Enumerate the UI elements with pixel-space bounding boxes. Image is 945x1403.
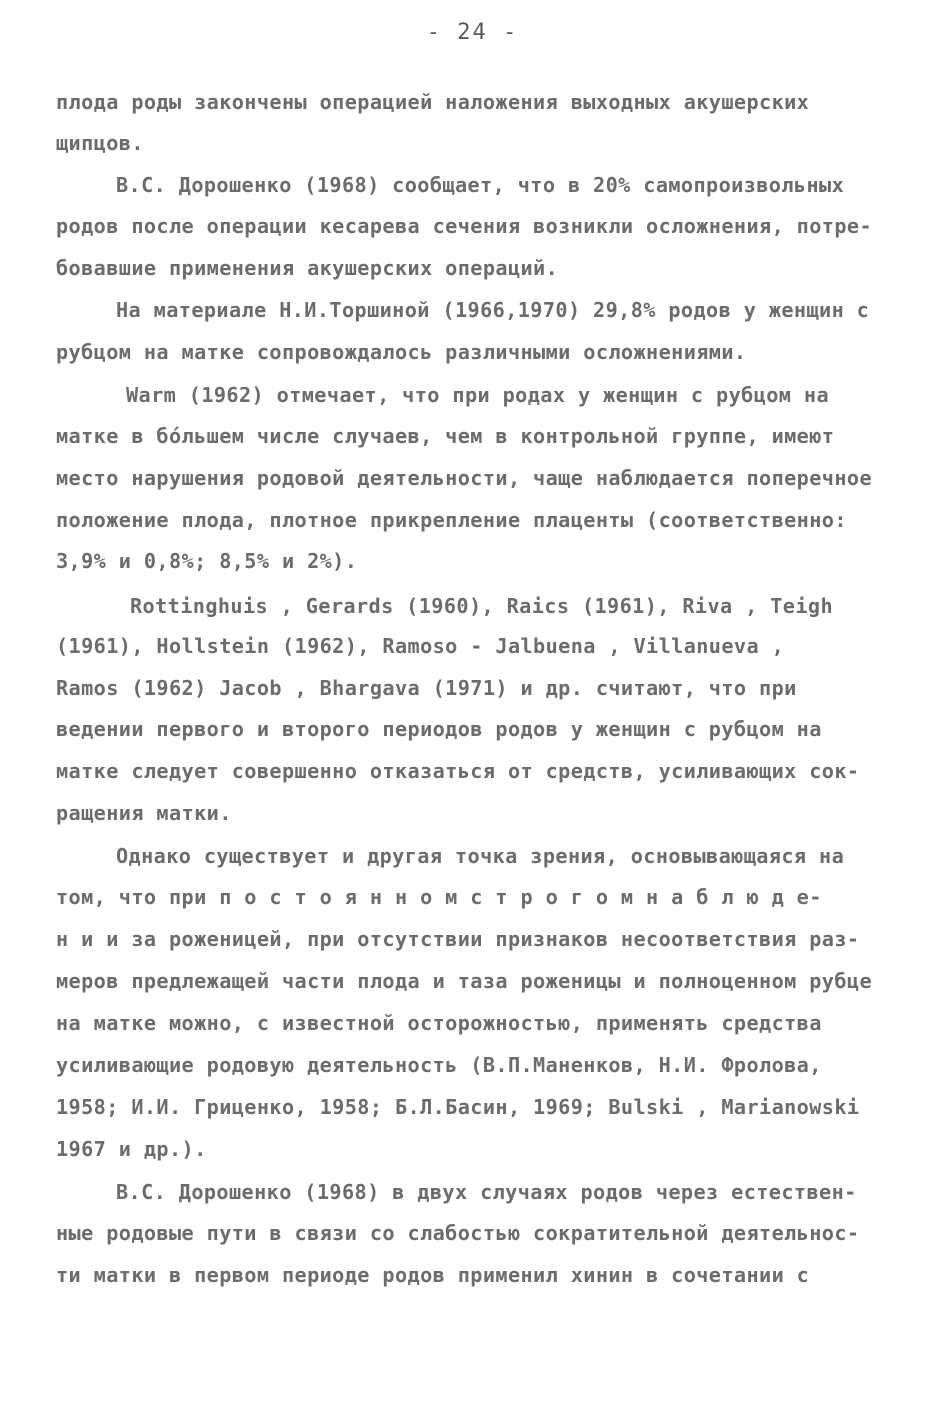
text-line: н и и за роженицей, при отсутствии признаков несоответствия раз-	[56, 927, 860, 951]
text-line: ведении первого и второго периодов родов у женщин с рубцом на	[56, 717, 822, 741]
text-line: матке следует совершенно отказаться от средств, усиливающих сок-	[56, 759, 860, 783]
text-line: В.С. Дорошенко (1968) сообщает, что в 20% самопроизвольных	[116, 173, 845, 197]
text-line: плода роды закончены операцией наложения выходных акушерских	[56, 90, 810, 114]
text-line: На материале Н.И.Торшиной (1966,1970) 29,8% родов у женщин с	[116, 298, 870, 322]
text-line: усиливающие родовую деятельность (В.П.Маненков, Н.И. Фролова,	[56, 1053, 822, 1077]
text-line: Ramos (1962) Jacob , Bhargava (1971) и др. считают, что при	[56, 676, 797, 700]
page-number: - 24 -	[426, 20, 519, 45]
text-line: Rottinghuis , Gerards (1960), Raics (1961), Riva , Teigh	[130, 594, 834, 618]
text-line: меров предлежащей части плода и таза роженицы и полноценном рубце	[56, 969, 873, 993]
text-line: Warm (1962) отмечает, что при родах у женщин с рубцом на	[126, 383, 830, 407]
text-line: 1958; И.И. Гриценко, 1958; Б.Л.Басин, 1969; Bulski , Marianowski	[56, 1095, 860, 1119]
text-line: 3,9% и 0,8%; 8,5% и 2%).	[56, 549, 358, 573]
text-line: бовавшие применения акушерских операций.	[56, 256, 559, 280]
text-line: (1961), Hollstein (1962), Ramoso - Jalbuena , Villanueva ,	[56, 634, 785, 658]
text-line: ращения матки.	[56, 801, 232, 825]
text-line: Однако существует и другая точка зрения, основывающаяся на	[116, 844, 845, 868]
text-line: матке в бо́льшем числе случаев, чем в контрольной группе, имеют	[56, 424, 835, 448]
text-line: 1967 и др.).	[56, 1137, 207, 1161]
text-line: ти матки в первом периоде родов применил хинин в сочетании с	[56, 1263, 810, 1287]
text-line: В.С. Дорошенко (1968) в двух случаях родов через естествен-	[116, 1180, 857, 1204]
text-line: том, что при п о с т о я н н о м с т р о г о м н а б л ю д е-	[56, 885, 822, 909]
text-line: на матке можно, с известной осторожностью, применять средства	[56, 1011, 822, 1035]
text-line: место нарушения родовой деятельности, чаще наблюдается поперечное	[56, 466, 873, 490]
text-line: рубцом на матке сопровождалось различными осложнениями.	[56, 340, 747, 364]
text-line: щипцов.	[56, 131, 144, 155]
text-line: положение плода, плотное прикрепление плаценты (соответственно:	[56, 508, 847, 532]
text-line: ные родовые пути в связи со слабостью сократительной деятельнос-	[56, 1221, 860, 1245]
text-line: родов после операции кесарева сечения возникли осложнения, потре-	[56, 214, 873, 238]
